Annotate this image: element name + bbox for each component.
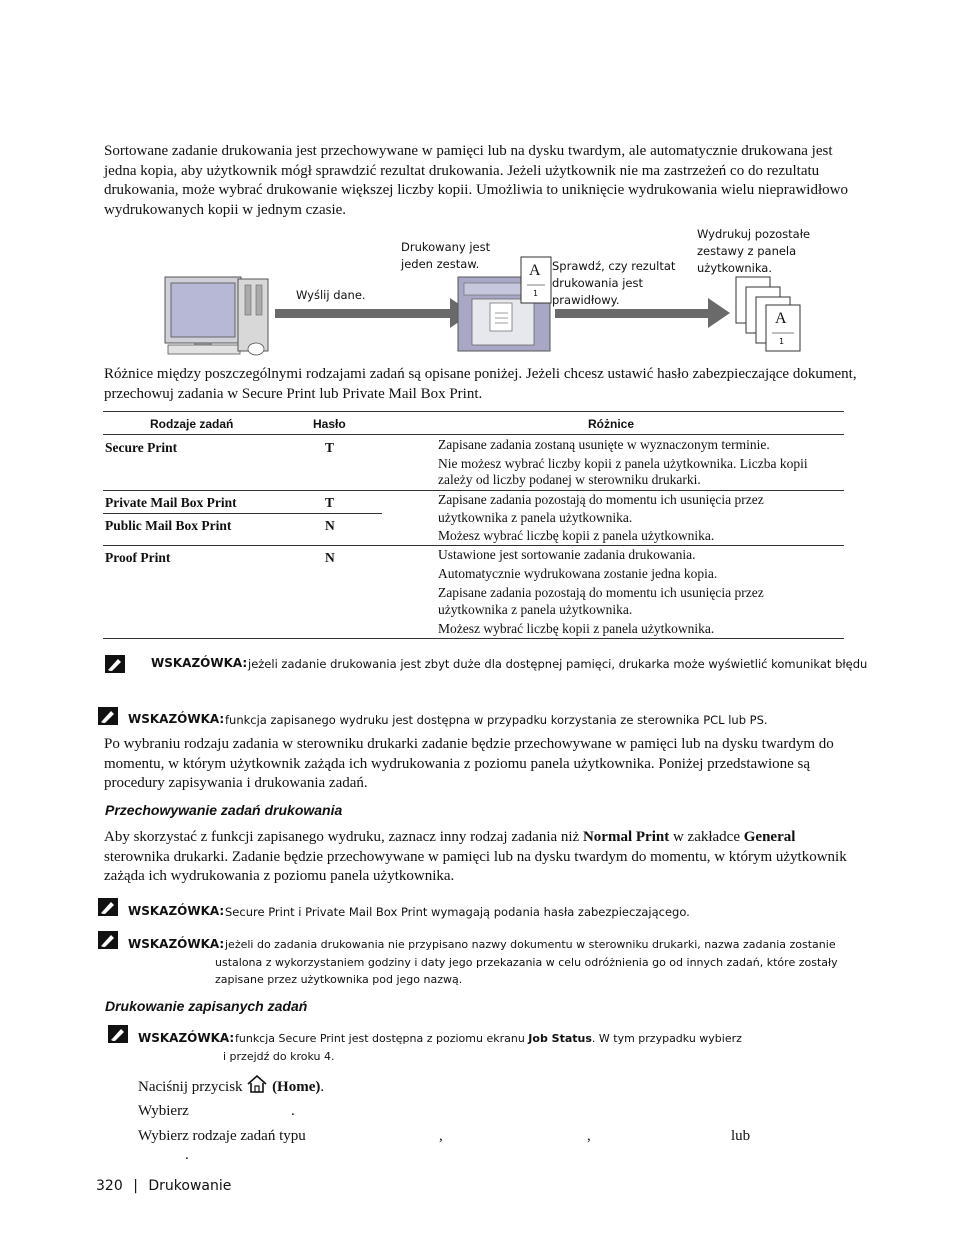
note4-line3: zapisane przez użytkownika pod jego nazwą. [215,973,463,986]
note2-text: funkcja zapisanego wydruku jest dostępna w przypadku korzystania ze sterownika PCL lub PS. [225,713,768,727]
row-secure-print-password: T [325,440,335,455]
after-select-paragraph: Po wybraniu rodzaju zadania w sterowniku drukarki zadanie będzie przechowywane w pamięci lub na dysku twardym do momentu, w którym użytkownik zażąda ich wydrukowania z poziomu panela użytkownika. Poniżej przedstawione są procedury zapisywania i drukowania zadań. [104,736,834,791]
workflow-diagram [160,225,860,360]
step1-end: . [320,1079,325,1095]
note5-label: WSKAZÓWKA: [138,1031,235,1045]
note3-label: WSKAZÓWKA: [128,904,225,918]
note-pencil-icon [98,707,118,725]
note4-label: WSKAZÓWKA: [128,937,225,951]
step2-end: . [291,1103,295,1119]
note5-text [235,1030,742,1048]
job-types-table [103,411,844,639]
store-paragraph [104,828,864,887]
label-printed-line2: jeden zestaw. [401,257,480,271]
row-mailbox-diff2: Możesz wybrać liczbę kopii z panela użytkownika. [438,528,715,543]
row-proof-print-diff2: Automatycznie wydrukowana zostanie jedna kopia. [438,566,718,581]
store-text-3: sterownika drukarki. Zadanie będzie przechowywane w pamięci lub na dysku twardym do momentu, w którym użytkownik zażąda ich wydrukowania z poziomu panela użytkownika. [104,848,847,884]
store-text-2: w zakładce [669,829,744,845]
row-proof-print-type: Proof Print [105,550,171,565]
label-rest-line1: Wydrukuj pozostałe [697,227,811,241]
row-private-mailbox-type: Private Mail Box Print [105,495,237,510]
sample-page-letter: A [529,262,541,279]
step3-comma-1: , [439,1128,443,1144]
page-stack-icon [736,277,800,351]
stack-page-number: 1 [779,337,785,346]
label-check-line2: drukowania jest [552,276,644,290]
note4-line2: ustalona z wykorzystaniem godziny i daty jego przekazania w celu odróżnienia go od innych zadań, które zostały [215,956,838,969]
intro-paragraph: Sortowane zadanie drukowania jest przechowywane w pamięci lub na dysku twardym, ale automatycznie drukowana jest jedna kopia, aby użytkownik mógł sprawdzić rezultat drukowania. Jeżeli użytkownik nie ma zastrzeżeń co do rezultatu drukowania, może wybrać drukowanie większej liczby kopii. Umożliwia to uniknięcie wydrukowania wielu nieprawidłowo wydrukowanych kopii w jednym czasie. [104,143,848,218]
header-job-types: Rodzaje zadań [150,417,234,431]
differences-intro: Różnice między poszczególnymi rodzajami zadań są opisane poniżej. Jeżeli chcesz ustawić hasło zabezpieczające dokument, przechowuj zadania w Secure Print lub Private Mail Box Print. [104,366,857,402]
row-proof-print-diff4: Możesz wybrać liczbę kopii z panela użytkownika. [438,621,715,636]
note5-line2: i przejdź do kroku 4. [223,1050,335,1063]
label-printed-line1: Drukowany jest [401,240,491,254]
note2-label: WSKAZÓWKA: [128,712,225,726]
note-pencil-icon [98,931,118,949]
step3-or: lub [731,1128,751,1144]
row-proof-print-password: N [325,550,335,565]
row-mailbox-diff1b: użytkownika z panela użytkownika. [438,510,633,525]
row-proof-print-diff3b: użytkownika z panela użytkownika. [438,602,633,617]
note-pencil-icon [98,898,118,916]
heading-store-jobs: Przechowywanie zadań drukowania [105,802,343,818]
note5-part1: funkcja Secure Print jest dostępna z poziomu ekranu [235,1032,529,1045]
footer-separator: | [133,1178,138,1194]
note4-line1: jeżeli do zadania drukowania nie przypisano nazwy dokumentu w sterowniku drukarki, nazwa zadania zostanie [225,938,836,951]
label-rest-line3: użytkownika. [697,261,772,275]
row-secure-print-diff2a: Nie możesz wybrać liczby kopii z panela użytkownika. Liczba kopii [438,456,808,471]
note1-label: WSKAZÓWKA: [151,656,248,670]
label-send: Wyślij dane. [296,288,366,302]
note-pencil-icon [108,1025,128,1043]
step2-text: Wybierz [138,1103,189,1119]
step1-home-label: (Home) [272,1079,321,1095]
step3-text: Wybierz rodzaje zadań typu [138,1128,306,1144]
step1 [138,1075,324,1098]
row-secure-print-type: Secure Print [105,440,178,455]
home-icon [246,1075,268,1093]
step3-comma-2: , [587,1128,591,1144]
label-check-line1: Sprawdź, czy rezultat [552,259,676,273]
sample-page-number: 1 [533,289,539,298]
note5-job-status: Job Status [528,1032,592,1045]
row-public-mailbox-type: Public Mail Box Print [105,518,232,533]
row-secure-print-diff1: Zapisane zadania zostaną usunięte w wyznaczonym terminie. [438,437,770,452]
header-password: Hasło [313,417,346,431]
row-secure-print-diff2b: zależy od liczby podanej w sterowniku drukarki. [438,472,701,487]
step1-text: Naciśnij przycisk [138,1079,243,1095]
label-check-line3: prawidłowy. [552,293,620,307]
store-general: General [743,829,796,845]
row-proof-print-diff3a: Zapisane zadania pozostają do momentu ich usunięcia przez [438,585,764,600]
store-normal-print: Normal Print [582,829,670,845]
heading-print-stored-jobs: Drukowanie zapisanych zadań [105,998,308,1014]
footer-section: Drukowanie [148,1178,232,1194]
note1-text: jeżeli zadanie drukowania jest zbyt duże dla dostępnej pamięci, drukarka może wyświetlić komunikat błędu [248,657,868,671]
page-number: 320 [96,1178,123,1194]
header-differences: Różnice [588,417,635,431]
page-footer [96,1178,231,1194]
stack-page-letter: A [775,310,787,327]
step3-end: . [185,1147,189,1163]
note3-text: Secure Print i Private Mail Box Print wymagają podania hasła zabezpieczającego. [225,905,690,919]
row-public-mailbox-password: N [325,518,335,533]
row-proof-print-diff1: Ustawione jest sortowanie zadania drukowania. [438,547,696,562]
row-private-mailbox-password: T [325,495,335,510]
row-mailbox-diff1a: Zapisane zadania pozostają do momentu ich usunięcia przez [438,492,764,507]
computer-icon [165,277,268,355]
label-rest-line2: zestawy z panela [697,244,797,258]
note-pencil-icon [105,655,125,673]
note5-part2: . W tym przypadku wybierz [591,1032,742,1045]
store-text-1: Aby skorzystać z funkcji zapisanego wydruku, zaznacz inny rodzaj zadania niż [104,829,583,845]
